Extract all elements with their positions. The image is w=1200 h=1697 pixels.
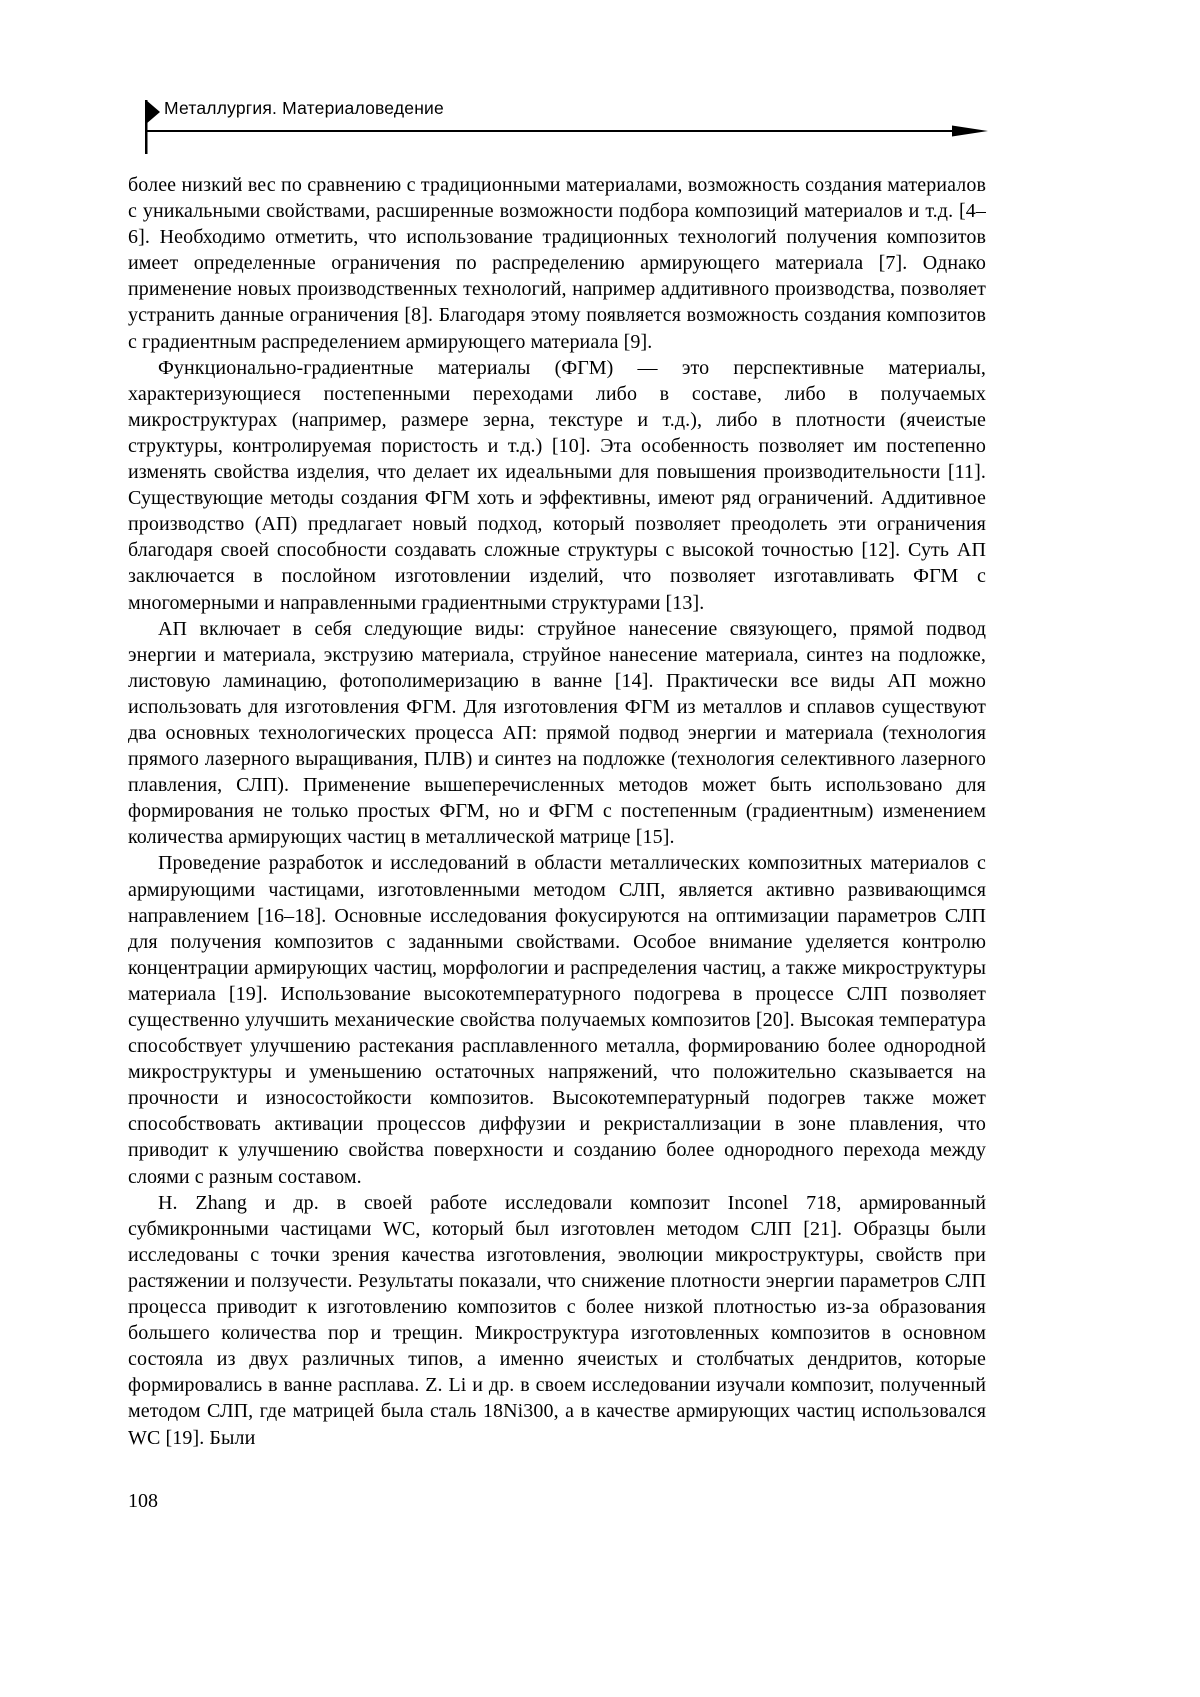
header-arrow-rule: [146, 122, 988, 140]
paragraph-1: более низкий вес по сравнению с традиционными материалами, возможность создания материалов с уникальными свойствами, расширенные возможности подбора композиций материалов и т.д. [4–6]. Необходимо отметить, что использование традиционных технологий получения композитов имеет определенные ограничения по распределению армирующего материала [7]. Однако применение новых производственных технологий, например аддитивного производства, позволяет устранить данные ограничения [8]. Благодаря этому появляется возможность создания композитов с градиентным распределением армирующего материала [9].: [128, 174, 986, 353]
running-head: Металлургия. Материаловедение: [164, 98, 444, 118]
page-number: 108: [128, 1490, 158, 1512]
paragraph-4: Проведение разработок и исследований в области металлических композитных материалов с армирующими частицами, изготовленными методом СЛП, является активно развивающимся направлением [16–18]. Основные исследования фокусируются на оптимизации параметров СЛП для получения композитов с заданными свойствами. Особое внимание уделяется контролю концентрации армирующих частиц, морфологии и распределения частиц, а также микроструктуры материала [19]. Использование высокотемпературного подогрева в процессе СЛП позволяет существенно улучшить механические свойства получаемых композитов [20]. Высокая температура способствует улучшению растекания расплавленного металла, формированию более однородной микроструктуры и уменьшению остаточных напряжений, что положительно сказывается на прочности и износостойкости композитов. Высокотемпературный подогрев также может способствовать активации процессов диффузии и рекристаллизации в зоне плавления, что приводит к улучшению свойства поверхности и созданию более однородного перехода между слоями с разным составом.: [128, 852, 986, 1188]
paragraph-3: АП включает в себя следующие виды: струйное нанесение связующего, прямой подвод энергии и материала, экструзию материала, струйное нанесение материала, синтез на подложке, листовую ламинацию, фотополимеризацию в ванне [14]. Практически все виды АП можно использовать для изготовления ФГМ. Для изготовления ФГМ из металлов и сплавов существуют два основных технологических процесса АП: прямой подвод энергии и материала (технология прямого лазерного выращивания, ПЛВ) и синтез на подложке (технология селективного лазерного плавления, СЛП). Применение вышеперечисленных методов может быть использовано для формирования не только простых ФГМ, но и ФГМ с постепенным (градиентным) изменением количества армирующих частиц в металлической матрице [15].: [128, 617, 986, 849]
paragraph-2: Функционально-градиентные материалы (ФГМ) — это перспективные материалы, характеризующиеся постепенными переходами либо в составе, либо в получаемых микроструктурах (например, размере зерна, текстуре и т.д.), либо в плотности (ячеистые структуры, контролируемая пористость и т.д.) [10]. Эта особенность позволяет им постепенно изменять свойства изделия, что делает их идеальными для повышения производительности [11]. Существующие методы создания ФГМ хоть и эффективны, имеют ряд ограничений. Аддитивное производство (АП) предлагает новый подход, который позволяет преодолеть эти ограничения благодаря своей способности создавать сложные структуры с высокой точностью [12]. Суть АП заключается в послойном изготовлении изделий, что позволяет изготавливать ФГМ с многомерными и направленными градиентными структурами [13].: [128, 356, 986, 614]
page-header: [140, 96, 988, 156]
paragraph-5: H. Zhang и др. в своей работе исследовали композит Inconel 718, армированный субмикронными частицами WC, который был изготовлен методом СЛП [21]. Образцы были исследованы с точки зрения качества изготовления, эволюции микроструктуры, свойств при растяжении и ползучести. Результаты показали, что снижение плотности энергии параметров СЛП процесса приводит к изготовлению композитов с более низкой плотностью из-за образования большего количества пор и трещин. Микроструктура изготовленных композитов в основном состояла из двух различных типов, а именно ячеистых и столбчатых дендритов, которые формировались в ванне расплава. Z. Li и др. в своем исследовании изучали композит, полученный методом СЛП, где матрицей была сталь 18Ni300, а в качестве армирующих частиц использовался WC [19]. Были: [128, 1191, 986, 1449]
body-text: [128, 172, 986, 1451]
